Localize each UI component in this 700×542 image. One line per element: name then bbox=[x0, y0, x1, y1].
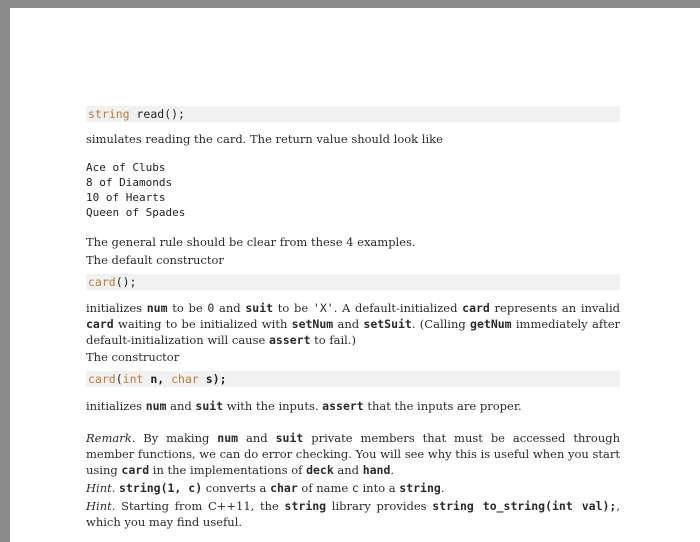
code-card: card bbox=[121, 463, 150, 477]
char-keyword: char bbox=[171, 372, 199, 386]
paren: ( bbox=[115, 372, 123, 386]
parens: (); bbox=[164, 107, 185, 121]
text: private members that must be accessed through member functions, we can do error checking. You will see why this is useful when you start using bbox=[86, 431, 621, 477]
default-ctor-label: The default constructor bbox=[86, 253, 224, 267]
code-card: card bbox=[86, 317, 114, 331]
text: initializes bbox=[86, 301, 147, 315]
code-hand: hand bbox=[362, 463, 391, 477]
parens: (); bbox=[115, 275, 137, 289]
param-s: s); bbox=[198, 372, 227, 386]
text: . (Calling bbox=[411, 317, 471, 331]
ctor-declaration bbox=[86, 371, 620, 387]
default-ctor-description bbox=[86, 300, 620, 348]
text: to be bbox=[273, 301, 313, 315]
text: . A default-initialized bbox=[333, 301, 463, 315]
code-string: string bbox=[284, 499, 327, 513]
text: of name bbox=[297, 481, 352, 495]
code-char: char bbox=[270, 481, 298, 495]
hint-label: Hint. bbox=[86, 481, 116, 495]
text: with the inputs. bbox=[223, 399, 323, 413]
ctor-name: card bbox=[88, 275, 116, 289]
hint-2 bbox=[86, 498, 620, 530]
code-setnum: setNum bbox=[291, 317, 334, 331]
code-suit: suit bbox=[275, 431, 304, 445]
text: . bbox=[390, 463, 395, 477]
text: in the implementations of bbox=[149, 463, 307, 477]
code-setsuit: setSuit bbox=[363, 317, 412, 331]
code-suit: suit bbox=[245, 301, 274, 315]
example-line: 10 of Hearts bbox=[86, 191, 166, 204]
param-n: n, bbox=[143, 372, 172, 386]
code-x: 'X' bbox=[312, 301, 334, 315]
example-line: Queen of Spades bbox=[86, 206, 186, 219]
remark-label: Remark. bbox=[86, 431, 136, 445]
text: and bbox=[333, 463, 363, 477]
remark-paragraph bbox=[86, 430, 620, 478]
code-num: num bbox=[146, 301, 168, 315]
type-keyword: string bbox=[88, 107, 130, 121]
code-deck: deck bbox=[306, 463, 334, 477]
default-ctor-declaration bbox=[86, 274, 620, 290]
text: immediately after default-initialization will cause bbox=[86, 317, 620, 347]
code-zero: 0 bbox=[207, 301, 215, 315]
code-c: c bbox=[351, 481, 359, 495]
text: and bbox=[166, 399, 196, 413]
ctor-description bbox=[86, 398, 620, 414]
text: Starting from C++11, the bbox=[115, 499, 285, 513]
read-description: simulates reading the card. The return value should look like bbox=[86, 132, 443, 146]
text: converts a bbox=[202, 481, 271, 495]
text: that the inputs are proper. bbox=[363, 399, 522, 413]
document-page bbox=[10, 8, 700, 542]
text: to fail.) bbox=[310, 333, 356, 347]
text: and bbox=[333, 317, 364, 331]
general-rule: The general rule should be clear from these 4 examples. bbox=[86, 235, 416, 249]
ctor-name: card bbox=[88, 372, 116, 386]
text: . bbox=[440, 481, 445, 495]
text: waiting to be initialized with bbox=[113, 317, 292, 331]
text: initializes bbox=[86, 399, 146, 413]
code-assert: assert bbox=[322, 399, 364, 413]
code-num: num bbox=[217, 431, 239, 445]
code-num: num bbox=[145, 399, 167, 413]
code-assert: assert bbox=[268, 333, 311, 347]
int-keyword: int bbox=[122, 372, 144, 386]
read-declaration bbox=[86, 106, 620, 122]
example-line: 8 of Diamonds bbox=[86, 176, 173, 189]
hint-label: Hint. bbox=[86, 499, 116, 513]
example-line: Ace of Clubs bbox=[86, 161, 166, 174]
code-string: string bbox=[399, 481, 441, 495]
ctor-label: The constructor bbox=[86, 350, 180, 364]
hint-1 bbox=[86, 480, 620, 496]
function-name: read bbox=[136, 107, 165, 121]
text: to be bbox=[167, 301, 208, 315]
text: into a bbox=[358, 481, 400, 495]
code-to-string: string to_string(int val); bbox=[432, 499, 617, 513]
code-string-ctor: string(1, c) bbox=[119, 481, 203, 495]
text: library provides bbox=[326, 499, 433, 513]
text: and bbox=[238, 431, 276, 445]
code-suit: suit bbox=[195, 399, 224, 413]
code-getnum: getNum bbox=[470, 317, 512, 331]
text: represents an invalid bbox=[489, 301, 620, 315]
text: , which you may find useful. bbox=[86, 499, 621, 529]
text: By making bbox=[135, 431, 218, 445]
text: and bbox=[214, 301, 246, 315]
code-card: card bbox=[462, 301, 490, 315]
